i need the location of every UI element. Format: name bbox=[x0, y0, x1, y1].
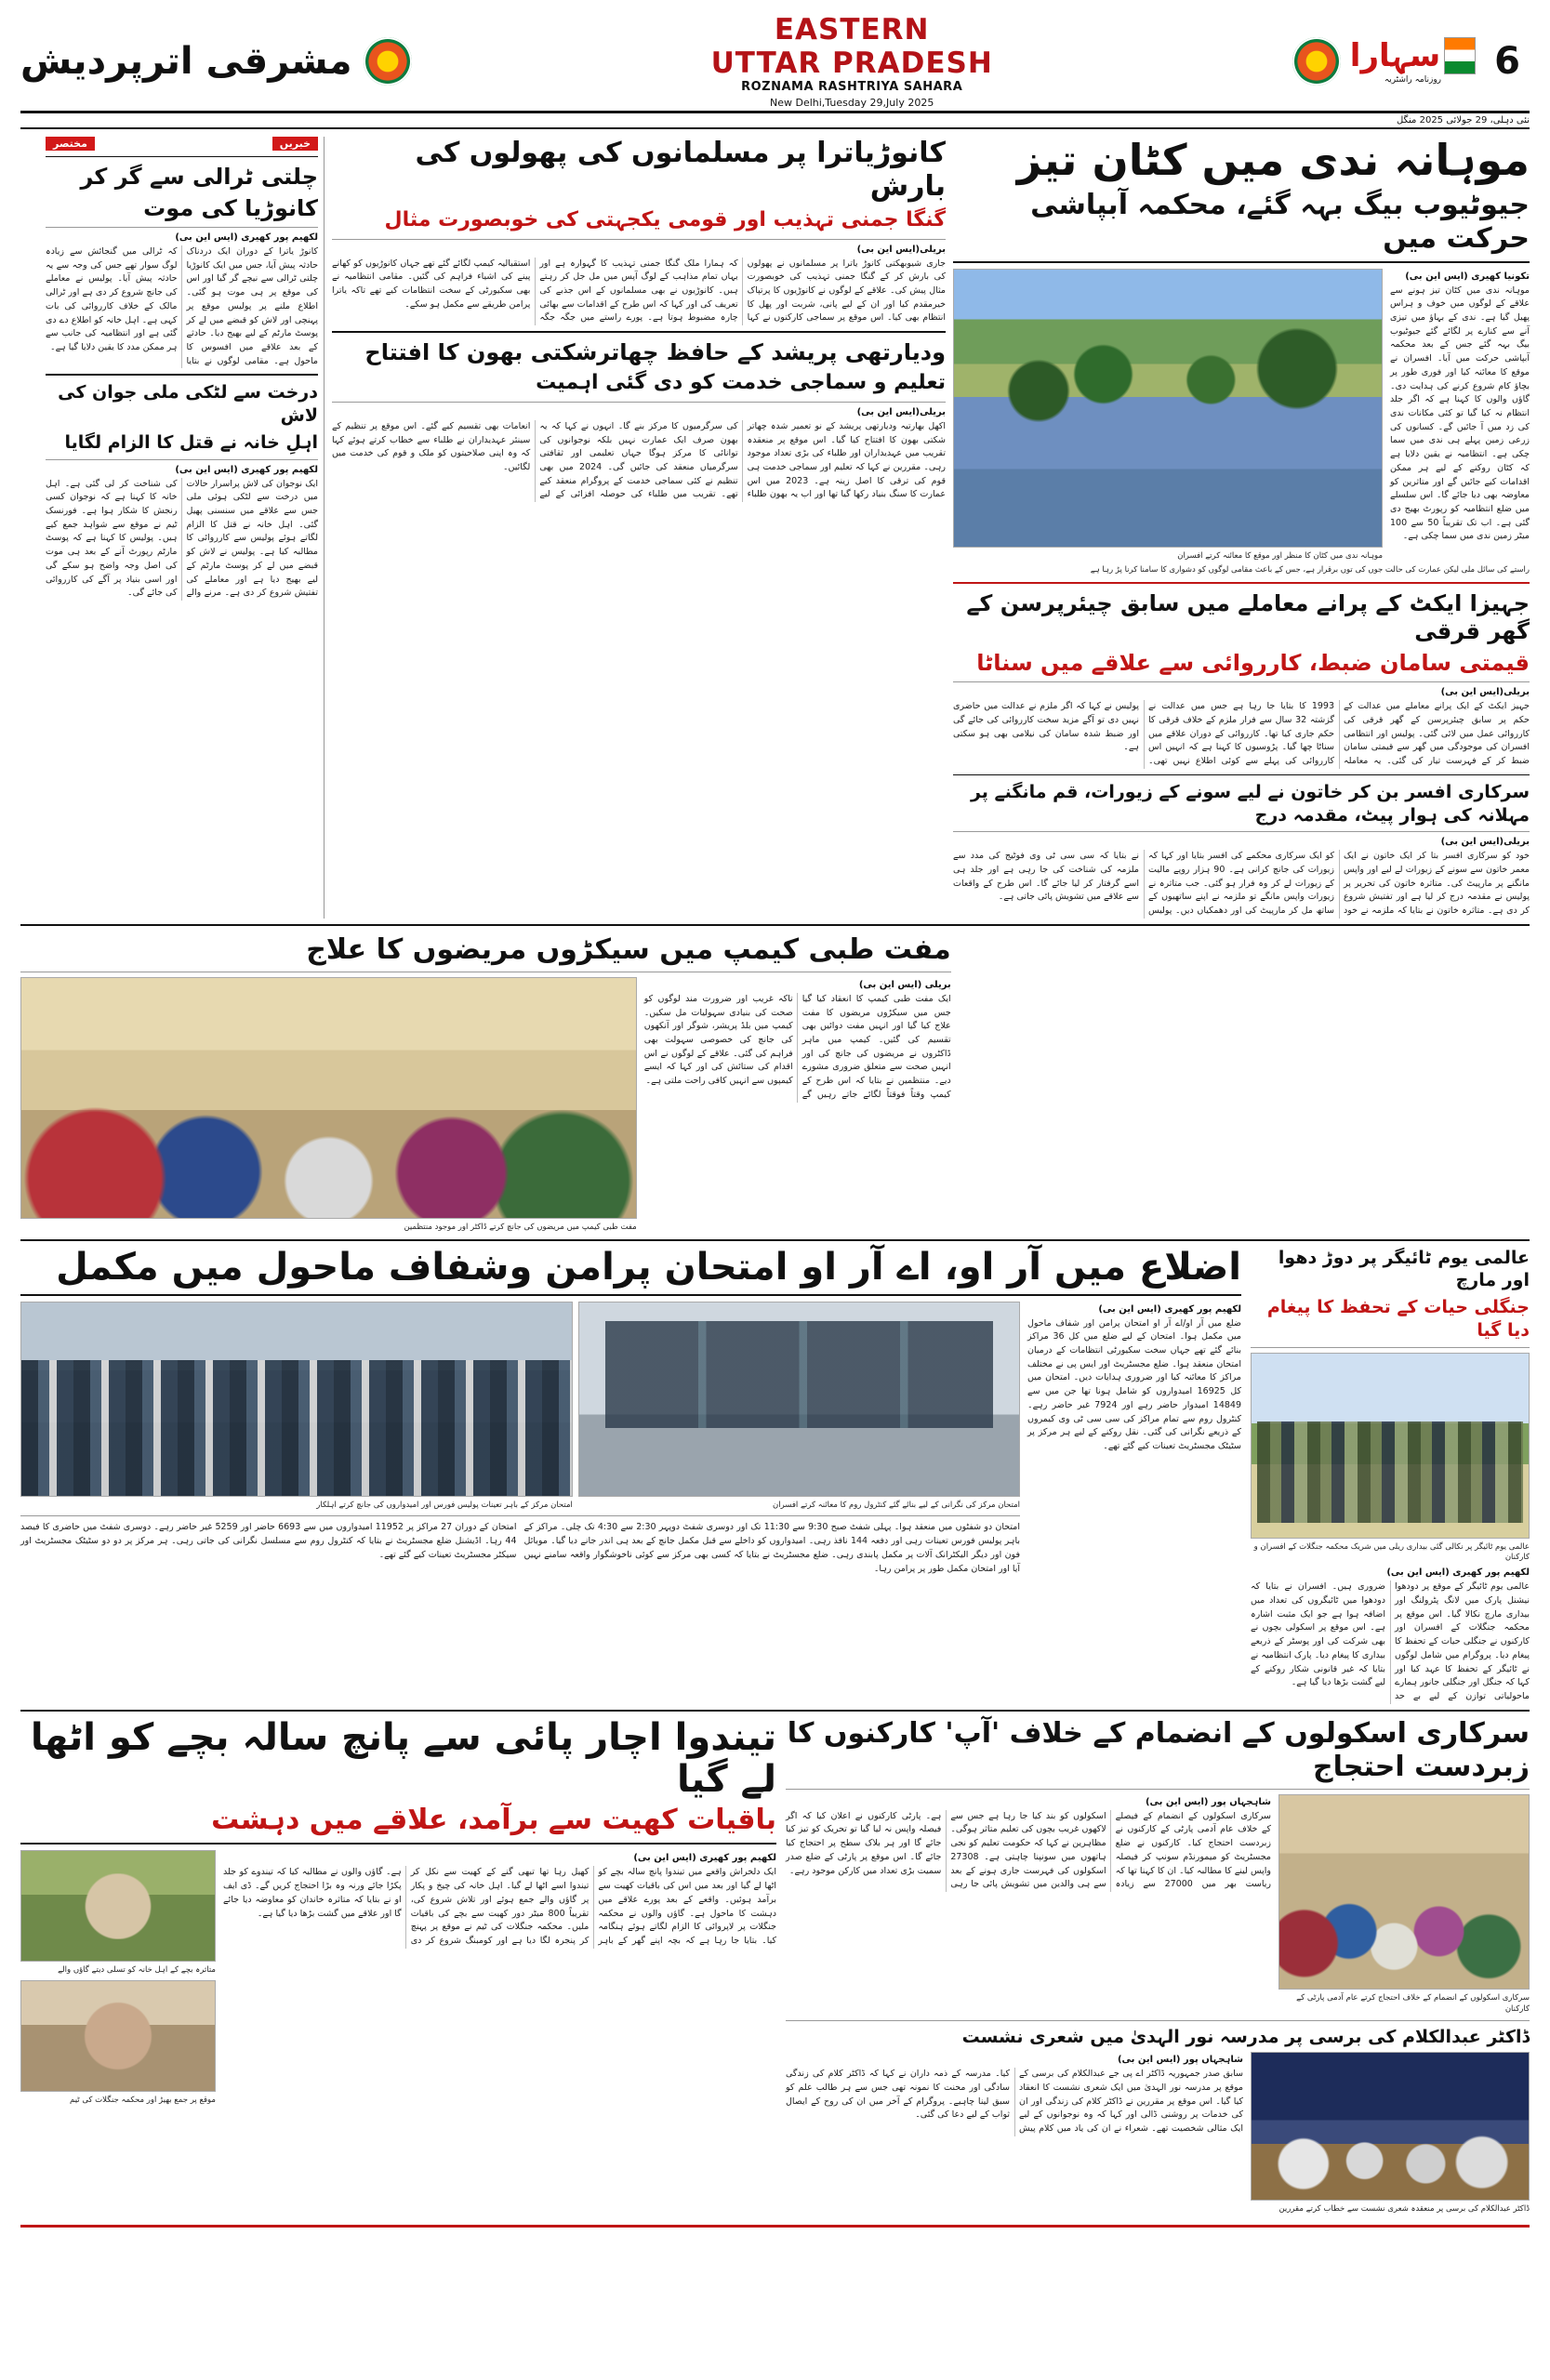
leopard-photo-caption-2: موقع پر جمع بھیڑ اور محکمہ جنگلات کی ٹیم bbox=[70, 2096, 216, 2106]
kalam-headline: ڈاکٹر عبدالکلام کی برسی پر مدرسہ نور الہدیٰ میں شعری نشست bbox=[961, 2026, 1530, 2047]
leopard-byline: لکھیم پور کھیری (ایس این بی) bbox=[633, 1853, 776, 1864]
protest-body: سرکاری اسکولوں کے انضمام کے فیصلے کے خلاف عام آدمی پارٹی کے کارکنوں نے زبردست احتجاج کیا۔ کارکنوں نے ضلع مجسٹریٹ کو میمورنڈم سونپ کر فیصلہ واپس لینے کا مطالبہ کیا۔ ان کا کہنا تھا کہ ریاست بھر میں 27000 سے زیادہ اسکولوں کو بند کیا جا رہا ہے جس سے لاکھوں غریب بچوں کی تعلیم متاثر ہوگی۔ مظاہرین نے کہا کہ حکومت تعلیم کو نجی ہاتھوں میں سونپنا چاہتی ہے۔ 27308 اسکولوں کی فہرست جاری ہونے کے بعد سے ہی والدین میں تشویش پائی جا رہی ہے۔ پارٹی کارکنوں نے اعلان کیا کہ اگر فیصلہ واپس نہ لیا گیا تو تحریک کو تیز کیا جائے گا اور ہر بلاک سطح پر احتجاج کیا جائے گا۔ اس موقع پر پارٹی کے ضلع صدر سمیت بڑی تعداد میں کارکن موجود رہے۔ bbox=[786, 1810, 1271, 1890]
newspaper-logo bbox=[1350, 37, 1476, 85]
sun-emblem-icon bbox=[1292, 37, 1341, 86]
logo-subtitle: روزنامہ راشٹریہ bbox=[1384, 75, 1442, 85]
masthead-title-line1: EASTERN bbox=[774, 13, 930, 46]
officer-byline: بریلی(ایس این بی) bbox=[1440, 837, 1530, 848]
exam-body-1: ضلع میں آر او/اے آر او امتحان پرامن اور شفاف ماحول میں مکمل ہوا۔ امتحان کے لیے ضلع میں کل 36 مراکز بنائے گئے تھے جہاں سخت سکیورٹی انتظامات کے درمیان امتحان منعقد ہوا۔ ضلع مجسٹریٹ اور ایس پی نے مختلف مراکز کا معائنہ کیا اور ضروری ہدایات دیں۔ امتحان میں کل 16925 امیدواروں کو شامل ہونا تھا جن میں سے 14849 امیدوار حاضر رہے اور 7924 غیر حاضر رہے۔ کنٹرول روم سے تمام مراکز کی سی سی ٹی وی کیمروں کے ذریعے نگرانی کی گئی۔ نقل روکنے کے لیے ہر مرکز پر سٹیٹک مجسٹریٹ تعینات کیے گئے تھے۔ bbox=[1027, 1317, 1242, 1452]
protest-story bbox=[786, 1717, 1530, 2215]
exam-story bbox=[20, 1247, 1241, 1577]
dahej-body: جہیز ایکٹ کے ایک پرانے معاملے میں عدالت کے حکم پر سابق چیئرپرسن کے گھر قرقی کی کارروائی عمل میں لائی گئی۔ پولیس اور انتظامی افسران کی موجودگی میں گھر سے قیمتی سامان ضبط کر کے فہرست تیار کی گئی۔ یہ معاملہ 1993 کا بتایا جا رہا ہے جس میں عدالت نے گزشتہ 32 سال سے فرار ملزم کے خلاف قرقی کا حکم جاری کیا تھا۔ کارروائی کے دوران علاقے میں سناٹا چھا گیا۔ پڑوسیوں کا کہنا ہے کہ انہیں اس کارروائی کی پہلے سے کوئی اطلاع نہیں تھی۔ پولیس نے کہا کہ اگر ملزم نے عدالت میں حاضری نہیں دی تو آگے مزید سخت کارروائی کی جائے گی اور ضبط شدہ سامان کی نیلامی بھی ہو سکتی ہے۔ bbox=[953, 701, 1530, 767]
brief1-headline: چلتی ٹرالی سے گر کر bbox=[80, 164, 318, 190]
leopard-body: ایک دلخراش واقعے میں تیندوا پانچ سالہ بچے کو اٹھا لے گیا اور بعد میں اس کی باقیات کھیت سے برآمد ہوئیں۔ واقعے کے بعد پورے علاقے میں دہشت کا ماحول ہے۔ گاؤں والوں نے محکمہ جنگلات پر لاپروائی کا الزام لگاتے ہوئے ہنگامہ کیا۔ بتایا جا رہا ہے کہ بچہ اپنے گھر کے باہر کھیل رہا تھا تبھی گنے کے کھیت سے نکل کر تیندوا اسے اٹھا لے گیا۔ اہل خانہ کی چیخ و پکار پر گاؤں والے جمع ہوئے اور تلاش شروع کی، تقریباً 800 میٹر دور کھیت سے بچے کی باقیات ملیں۔ محکمہ جنگلات کی ٹیم نے موقع پر پہنچ کر پنجرہ لگا دیا ہے اور کومبنگ شروع کر دی ہے۔ گاؤں والوں نے مطالبہ کیا کہ تیندوے کو جلد پکڑا جائے ورنہ وہ بڑا احتجاج کریں گے۔ ڈی ایف او نے بتایا کہ متاثرہ خاندان کو معاوضہ دیا جائے گا اور علاقے میں گشت بڑھا دیا گیا ہے۔ bbox=[223, 1867, 776, 1946]
masthead-title-line2: UTTAR PRADESH bbox=[710, 46, 993, 80]
tiger-photo-caption: عالمی یوم ٹائیگر پر نکالی گئی بیداری ریلی میں شریک محکمہ جنگلات کے افسران و کارکنان bbox=[1253, 1541, 1530, 1563]
tiger-body: عالمی یوم ٹائیگر کے موقع پر دودھوا نیشنل پارک میں لانگ پٹرولنگ اور بیداری مارچ نکالا گیا۔ اس موقع پر محکمہ جنگلات کے افسران اور کارکنوں نے جنگلی حیات کے تحفظ کا پیغام دیا۔ پروگرام میں شامل لوگوں نے ٹائیگر کے تحفظ کا عہد کیا اور کہا کہ جنگل اور جنگلی جانور ہمارے ماحولیاتی توازن کے لیے بے حد ضروری ہیں۔ افسران نے بتایا کہ دودھوا میں ٹائیگروں کی تعداد میں اضافہ ہوا ہے جو ایک مثبت اشارہ ہے۔ اس موقع پر اسکولی بچوں نے بھی شرکت کی اور پوسٹر کے ذریعے بیداری کا پیغام دیا۔ پارک انتظامیہ نے بتایا کہ غیر قانونی شکار روکنے کے لیے گشت بڑھا دیا گیا ہے۔ bbox=[1251, 1581, 1530, 1702]
kalam-photo-caption: ڈاکٹر عبدالکلام کی برسی پر منعقدہ شعری نشست سے خطاب کرتے مقررین bbox=[1278, 2204, 1530, 2215]
tiger-photo bbox=[1251, 1353, 1530, 1539]
masthead-dateline-en: New Delhi,Tuesday 29,July 2025 bbox=[770, 97, 934, 109]
protest-headline: سرکاری اسکولوں کے انضمام کے خلاف 'آپ' کارکنوں کا زبردست احتجاج bbox=[787, 1716, 1530, 1783]
bottom-band bbox=[20, 1717, 1530, 2215]
dahej-byline: بریلی(ایس این بی) bbox=[1440, 687, 1530, 698]
masthead-right bbox=[20, 37, 412, 86]
brief1-byline: لکھیم پور کھیری (ایس این بی) bbox=[175, 232, 318, 243]
camp-story bbox=[20, 933, 951, 1234]
logo-flag-icon bbox=[1350, 37, 1476, 74]
footer-rule bbox=[20, 2225, 1530, 2228]
exam-photo-caption-2: امتحان مرکز کے باہر تعینات پولیس فورس اور امیدواروں کی جانچ کرتے اہلکار bbox=[316, 1500, 573, 1510]
flowers-body: جاری شیوبھکتی کانوڑ یاترا پر مسلمانوں نے پھولوں کی بارش کر کے گنگا جمنی تہذیب کی خوبصورت مثال پیش کی۔ علاقے کے لوگوں نے کانوڑیوں کا پرتپاک خیرمقدم کیا اور ان کے لیے پانی، شربت اور پھل کا انتظام بھی کیا۔ اس موقع پر سماجی کارکنوں نے کہا کہ ہمارا ملک گنگا جمنی تہذیب کا گہوارہ ہے اور یہاں تمام مذاہب کے لوگ آپس میں مل جل کر رہتے ہیں۔ کانوڑیوں نے بھی مسلمانوں کے اس جذبے کی تعریف کی اور کہا کہ اس طرح کے اقدامات سے بھائی چارہ مضبوط ہوتا ہے۔ پورے راستے میں جگہ جگہ استقبالیہ کیمپ لگائے گئے تھے جہاں کانوڑیوں کو کھانے پینے کی اشیاء فراہم کی گئیں۔ مقامی انتظامیہ نے بھی سکیورٹی کے سخت انتظامات کیے تھے تاکہ یاترا پرامن طریقے سے مکمل ہو سکے۔ bbox=[332, 258, 946, 324]
masthead-center bbox=[412, 13, 1292, 109]
masthead bbox=[20, 13, 1530, 113]
protest-byline: شاہجہاں پور (ایس این بی) bbox=[1145, 1796, 1271, 1807]
brief2-body: ایک نوجوان کی لاش پراسرار حالات میں درخت سے لٹکی ہوئی ملی جس سے علاقے میں سنسنی پھیل گئی۔ اہل خانہ نے قتل کا الزام لگاتے ہوئے پولیس سے کارروائی کا مطالبہ کیا ہے۔ پولیس نے لاش کو قبضے میں لے کر پوسٹ مارٹم کے لیے بھیج دیا ہے اور معاملے کی تفتیش شروع کر دی ہے۔ مرنے والے کی شناخت کر لی گئی ہے۔ اہل خانہ کا کہنا ہے کہ نوجوان کسی رنجش کا شکار ہوا ہے۔ فورنسک ٹیم نے موقع سے شواہد جمع کیے ہیں۔ پولیس کا کہنا ہے کہ پوسٹ مارٹم رپورٹ آنے کے بعد ہی موت کی اصل وجہ واضح ہو سکے گی اور اسی بنیاد پر آگے کی کارروائی کی جائے گی۔ bbox=[46, 478, 318, 599]
lead-body: موہانہ ندی میں کٹان تیز ہونے سے علاقے کے لوگوں میں خوف و ہراس پھیل گیا ہے۔ ندی کے بہاؤ میں تیزی آنے سے کنارے پر لگائے گئے جیوٹیوب بیگ بہہ گئے جس کے بعد محکمہ آبپاشی حرکت میں آیا۔ افسران نے موقع کا معائنہ کیا اور فوری طور پر بچاؤ کام شروع کرنے کی ہدایت دی۔ گاؤں والوں کا کہنا ہے کہ اگر جلد انتظام نہ کیا گیا تو کئی مکانات ندی کی زد میں آ جائیں گے۔ کسانوں کی زرعی زمین پہلے ہی ندی میں سما چکی ہے۔ انتظامیہ نے یقین دلایا ہے کہ کٹان روکنے کے لیے ہر ممکن اقدامات کیے جائیں گے اور متاثرین کو معاوضہ بھی دیا جائے گا۔ اس سلسلے میں ضلع انتظامیہ کو رپورٹ بھیج دی گئی ہے۔ اب تک تقریباً 50 سے 100 میٹر زمین ندی میں سما چکی ہے۔ bbox=[1390, 284, 1530, 542]
flowers-byline: بریلی(ایس این بی) bbox=[856, 244, 946, 255]
camp-band bbox=[20, 933, 1530, 1234]
page-number: 6 bbox=[1494, 39, 1520, 83]
kalam-byline: شاہجہاں پور (ایس این بی) bbox=[1117, 2055, 1243, 2066]
brief2-headline: درخت سے لٹکی ملی جوان کی لاش bbox=[58, 382, 318, 427]
exam-photo-caption-1: امتحان مرکز کی نگرانی کے لیے بنائے گئے کنٹرول روم کا معائنہ کرتے افسران bbox=[772, 1500, 1020, 1510]
leopard-story bbox=[20, 1717, 776, 2107]
lead-headline-2: جیوٹیوب بیگ بہہ گئے، محکمہ آبپاشی حرکت میں bbox=[1030, 188, 1530, 255]
leopard-photo-2 bbox=[20, 1980, 216, 2092]
middle-column bbox=[332, 137, 946, 919]
camp-photo bbox=[20, 977, 637, 1219]
lead-photo-caption: موہانہ ندی میں کٹان کا منظر اور موقع کا معائنہ کرتے افسران bbox=[1177, 550, 1383, 561]
lead-headline-1: موہانہ ندی میں کٹان تیز bbox=[1016, 135, 1530, 185]
top-band bbox=[20, 137, 1530, 919]
logo-urdu-text: سہارا bbox=[1349, 37, 1441, 74]
camp-headline: مفت طبی کیمپ میں سیکڑوں مریضوں کا علاج bbox=[306, 932, 951, 966]
brief1-body: کانوڑ یاترا کے دوران ایک دردناک حادثہ پیش آیا، جس میں ایک کانوڑیا چلتی ٹرالی سے نیچے گر گیا اور اس کی موقع پر ہی موت ہو گئی۔ اطلاع ملنے پر پولیس موقع پر پہنچی اور لاش کو قبضے میں لے کر پوسٹ مارٹم کے لیے بھیج دیا۔ حادثے کے بعد علاقے میں افسوس کا ماحول ہے۔ مقامی لوگوں نے بتایا کہ ٹرالی میں گنجائش سے زیادہ لوگ سوار تھے جس کی وجہ سے یہ حادثہ پیش آیا۔ پولیس نے معاملے کی جانچ شروع کر دی ہے اور ٹرالی مالک کے خلاف کارروائی کی بات کہی ہے۔ اہل خانہ کو اطلاع دے دی گئی ہے اور انتظامیہ کی جانب سے ہر ممکن مدد کا یقین دلایا گیا ہے۔ bbox=[46, 246, 318, 366]
briefs-tag-khabrein: خبریں bbox=[272, 137, 318, 151]
leopard-photo-caption-1: متاثرہ بچے کے اہل خانہ کو تسلی دیتے گاؤں والے bbox=[58, 1965, 216, 1976]
camp-body: ایک مفت طبی کیمپ کا انعقاد کیا گیا جس میں سیکڑوں مریضوں کا مفت علاج کیا گیا اور انہیں مفت دوائیں بھی تقسیم کی گئیں۔ کیمپ میں ماہر ڈاکٹروں نے مریضوں کی جانچ کی اور انہیں صحت سے متعلق ضروری مشورے دیے۔ منتظمین نے بتایا کہ اس طرح کے کیمپ وقتاً فوقتاً لگائے جاتے رہیں گے تاکہ غریب اور ضرورت مند لوگوں کو صحت کی بنیادی سہولیات مل سکیں۔ کیمپ میں بلڈ پریشر، شوگر اور آنکھوں کی جانچ کی خصوصی سہولت بھی فراہم کی گئی۔ علاقے کے لوگوں نے اس اقدام کی ستائش کی اور کہا کہ ایسے کیمپوں سے انہیں کافی راحت ملتی ہے۔ bbox=[643, 993, 951, 1100]
leopard-photo-1 bbox=[20, 1850, 216, 1962]
leopard-headline-1: تیندوا اچار پائی سے پانچ سالہ بچے کو اٹھا لے گیا bbox=[30, 1715, 776, 1801]
officer-headline: سرکاری افسر بن کر خاتون نے لیے سونے کے زیورات، قم مانگنے پر مہلانہ کی ہوار پیٹ، مقدمہ درج bbox=[970, 781, 1530, 826]
brief2-byline: لکھیم پور کھیری (ایس این بی) bbox=[175, 464, 318, 475]
exam-body-2: امتحان دو شفٹوں میں منعقد ہوا۔ پہلی شفٹ صبح 9:30 سے 11:30 تک اور دوسری شفٹ دوپہر 2:30 سے 4:30 تک چلی۔ مراکز کے باہر پولیس فورس تعینات رہی اور دفعہ 144 نافذ رہی۔ امیدواروں کو داخلے سے قبل مکمل جانچ کے بعد ہی اندر جانے دیا گیا۔ موبائل فون اور دیگر الیکٹرانک آلات پر مکمل پابندی رہی۔ ضلع مجسٹریٹ نے بتایا کہ کسی بھی مرکز سے کوئی ناخوشگوار واقعہ سامنے نہیں آیا اور امتحان مکمل طور پر پرامن رہا۔ bbox=[523, 1522, 1020, 1574]
lead-photo bbox=[953, 269, 1383, 548]
camp-byline: بریلی (ایس این بی) bbox=[858, 979, 951, 990]
flowers-subhead: گنگا جمنی تہذیب اور قومی یکجہتی کی خوبصورت مثال bbox=[384, 208, 946, 231]
tiger-byline: لکھیم پور کھیری (ایس این بی) bbox=[1386, 1567, 1530, 1579]
lead-byline: تکونیا کھیری (ایس این بی) bbox=[1405, 271, 1530, 282]
dahej-headline-2: قیمتی سامان ضبط، کارروائی سے علاقے میں سناٹا bbox=[976, 650, 1530, 677]
tiger-headline-2: جنگلی حیات کے تحفظ کا پیغام دیا گیا bbox=[1266, 1297, 1530, 1341]
brief2-headline2: اہلِ خانہ نے قتل کا الزام لگایا bbox=[64, 431, 318, 453]
masthead-title-urdu: مشرقی اترپردیش bbox=[20, 39, 352, 83]
exam-photo-police bbox=[20, 1302, 573, 1497]
exam-headline: اضلاع میں آر او، اے آر او امتحان پرامن وشفاف ماحول میں مکمل bbox=[56, 1245, 1241, 1289]
flowers-headline: کانوڑیاترا پر مسلمانوں کی پھولوں کی بارش bbox=[415, 137, 946, 203]
leopard-headline-2: باقیات کھیت سے برآمد، علاقے میں دہشت bbox=[211, 1804, 776, 1837]
protest-photo bbox=[1278, 1794, 1530, 1990]
protest-photo-caption: سرکاری اسکولوں کے انضمام کے خلاف احتجاج کرتے عام آدمی پارٹی کے کارکنان bbox=[1296, 1992, 1530, 2014]
exam-band bbox=[20, 1247, 1530, 1704]
briefs-column bbox=[46, 137, 325, 919]
officer-body: خود کو سرکاری افسر بتا کر ایک خاتون نے ایک معمر خاتون سے سونے کے زیورات لے لیے اور واپس مانگنے پر مارپیٹ کی۔ متاثرہ خاتون کی تحریر پر پولیس نے مقدمہ درج کر لیا ہے اور تفتیش شروع کر دی ہے۔ متاثرہ خاتون نے بتایا کہ ملزمہ نے خود کو ایک سرکاری محکمے کی افسر بتایا اور کہا کہ زیورات کی جانچ کرانی ہے۔ 90 ہزار روپے مالیت کے زیورات لے کر وہ فرار ہو گئی۔ جب متاثرہ نے زیورات واپس مانگے تو ملزمہ نے اپنے ساتھیوں کے ساتھ مل کر مارپیٹ کی اور دھمکیاں دیں۔ پولیس نے بتایا کہ سی سی ٹی وی فوٹیج کی مدد سے ملزمہ کی شناخت کی جا رہی ہے اور جلد ہی اسے گرفتار کر لیا جائے گا۔ اس طرح کے واقعات سے علاقے میں تشویش پائی جاتی ہے۔ bbox=[953, 851, 1530, 917]
lead-story-column bbox=[953, 137, 1530, 919]
camp-photo-caption: مفت طبی کیمپ میں مریضوں کی جانچ کرتے ڈاکٹر اور موجود منتظمین bbox=[404, 1222, 637, 1232]
vidyarthi-subhead: تعلیم و سماجی خدمت کو دی گئی اہمیت bbox=[536, 371, 946, 395]
exam-body-3: امتحان کے دوران 27 مراکز پر 11952 امیدواروں میں سے 6693 حاضر اور 5259 غیر حاضر رہے۔ دوسری شفٹ میں حاضری کا فیصد 44 رہا۔ اڈیشنل ضلع مجسٹریٹ نے بتایا کہ کنٹرول روم سے مسلسل نگرانی کی جاتی رہی۔ ہر مرکز پر دو دو سٹیٹک مجسٹریٹ اور سیکٹر مجسٹریٹ تعینات کیے گئے تھے۔ bbox=[20, 1522, 517, 1560]
vidyarthi-headline: ودیارتھی پریشد کے حافظ چھاترشکتی بھون کا افتتاح bbox=[364, 339, 946, 366]
vidyarthi-body: اکھل بھارتیہ ودیارتھی پریشد کے نو تعمیر شدہ چھاتر شکتی بھون کا افتتاح کیا گیا۔ اس موقع پر منعقدہ تقریب میں عہدیداران اور طلباء کی بڑی تعداد موجود رہی۔ مقررین نے کہا کہ تعلیم اور سماجی خدمت ہی قوم کی ترقی کا اصل زینہ ہے۔ 2023 میں اس عمارت کا سنگ بنیاد رکھا گیا تھا اور اب یہ بھون طلباء کی سرگرمیوں کا مرکز بنے گا۔ انہوں نے کہا کہ یہ بھون صرف ایک عمارت نہیں بلکہ نوجوانوں کی توانائی کا مرکز ہوگا جہاں تعلیمی اور ثقافتی سرگرمیاں منعقد کی جائیں گی۔ 2024 میں بھی تنظیم نے کئی سماجی خدمت کے پروگرام منعقد کیے تھے۔ تقریب میں طلباء کی حوصلہ افزائی کے لیے انعامات بھی تقسیم کیے گئے۔ اس موقع پر تنظیم کے سینئر عہدیداران نے طلباء سے خطاب کرتے ہوئے کہا کہ وہ اپنی صلاحیتوں کو ملک و قوم کی خدمت میں لگائیں۔ bbox=[332, 420, 946, 500]
briefs-tag-mukhtasar: مختصر bbox=[46, 137, 95, 151]
vidyarthi-byline: بریلی(ایس این بی) bbox=[856, 406, 946, 417]
dahej-headline-1: جہیزا ایکٹ کے پرانے معاملے میں سابق چیئرپرسن کے گھر قرقی bbox=[966, 590, 1530, 645]
tiger-headline-1: عالمی یوم ٹائیگر پر دوڑ دھوا اور مارچ bbox=[1278, 1247, 1530, 1291]
tiger-story bbox=[1251, 1247, 1530, 1704]
kalam-photo bbox=[1251, 2052, 1530, 2201]
kalam-body: سابق صدر جمہوریہ ڈاکٹر اے پی جے عبدالکلام کی برسی کے موقع پر مدرسہ نور الہدیٰ میں ایک شعری نشست کا انعقاد کیا گیا۔ اس موقع پر مقررین نے ڈاکٹر کلام کی زندگی اور ان کی خدمات پر روشنی ڈالی اور کہا کہ وہ نوجوانوں کے لیے ایک مثالی شخصیت تھے۔ شعراء نے ان کی یاد میں کلام پیش کیا۔ مدرسہ کے ذمہ داران نے کہا کہ ڈاکٹر کلام کی زندگی سادگی اور محنت کا نمونہ تھی جس سے ہر طالب علم کو سبق لینا چاہیے۔ پروگرام کے آخر میں ان کی روح کے ایصال ثواب کے لیے دعا کی گئی۔ bbox=[786, 2069, 1243, 2135]
exam-byline: لکھیم پور کھیری (ایس این بی) bbox=[1098, 1303, 1241, 1315]
sun-emblem-icon-right bbox=[364, 37, 412, 86]
masthead-left bbox=[1292, 37, 1530, 86]
lead-photo-caption-2: راستے کی سائل ملی لیکن عمارت کی حالت جوں کی توں برقرار ہے، جس کے باعث مقامی لوگوں کو دشواری کا سامنا کرنا پڑ رہا ہے bbox=[1090, 565, 1530, 575]
exam-photo-control-room bbox=[578, 1302, 1020, 1497]
dateline-urdu: نئی دہلی، 29 جولائی 2025 منگل bbox=[1396, 115, 1530, 126]
brief1-headline2: کانوڑیا کی موت bbox=[143, 195, 318, 221]
masthead-roman-title: ROZNAMA RASHTRIYA SAHARA bbox=[741, 80, 963, 94]
